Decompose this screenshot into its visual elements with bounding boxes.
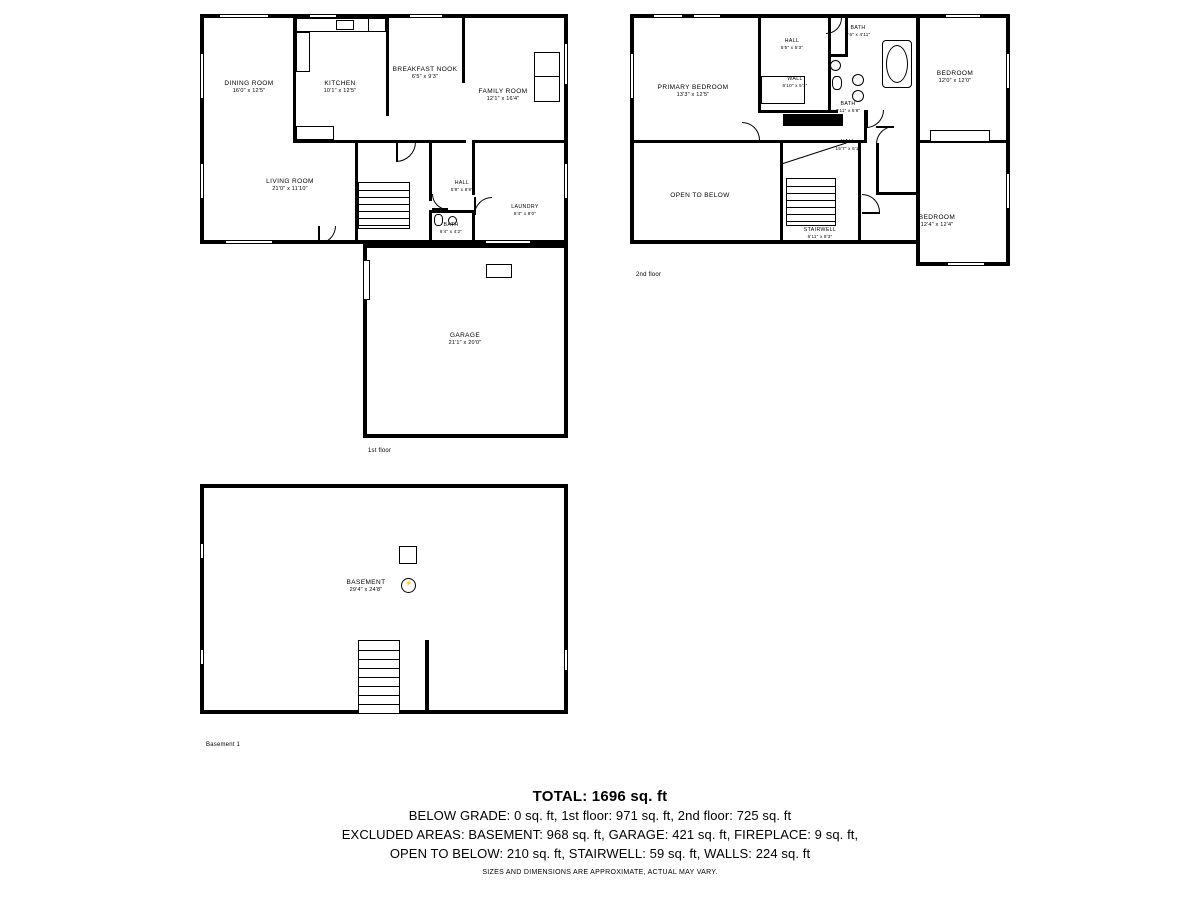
area-summary — [0, 788, 1200, 876]
wall-bath-east — [472, 210, 475, 244]
wall-primary-east — [758, 18, 761, 76]
room-label-laundry: LAUNDRY 8'4" x 8'0" — [511, 204, 539, 216]
window — [200, 164, 204, 198]
window — [1006, 54, 1010, 88]
window — [564, 650, 568, 670]
wall-stairwell-west — [780, 143, 783, 244]
window — [220, 14, 268, 18]
bathtub-inner — [886, 45, 908, 83]
electrical-symbol: ⚡ — [405, 581, 413, 587]
door-leaf — [396, 142, 398, 162]
garage-entry-door — [486, 240, 514, 244]
wall-bath-north — [429, 210, 474, 213]
stairs-basement — [358, 640, 400, 714]
toilet-fixture — [832, 76, 842, 90]
room-label-bath-upper: BATH 9'6" x 4'11" — [845, 25, 871, 37]
window — [630, 54, 634, 98]
door-leaf — [862, 212, 880, 214]
window — [654, 14, 682, 18]
room-label-primary-bedroom: PRIMARY BEDROOM 13'3" x 12'5" — [657, 84, 729, 99]
kitchen-sink — [336, 20, 354, 30]
sink-fixture — [852, 74, 864, 86]
kitchen-island — [296, 126, 334, 140]
first-floor-plan — [200, 14, 580, 454]
room-label-open-to-below: OPEN TO BELOW — [670, 192, 730, 199]
room-label-wall-closet: WALL 6'10" x 5'1" — [782, 76, 808, 88]
room-label-breakfast-nook: BREAKFAST NOOK 6'5" x 9'3" — [392, 66, 458, 81]
stairs-second-floor — [786, 178, 836, 226]
kitchen-range — [368, 18, 386, 32]
below-grade-areas: BELOW GRADE: 0 sq. ft, 1st floor: 971 sq. ft, 2nd floor: 725 sq. ft — [408, 808, 792, 823]
basement-caption: Basement 1 — [206, 742, 241, 748]
utility-box — [399, 546, 417, 564]
room-label-family-room: FAMILY ROOM 12'1" x 16'4" — [478, 88, 528, 103]
first-floor-caption: 1st floor — [368, 448, 392, 454]
door-leaf — [866, 110, 868, 128]
room-label-garage: GARAGE 21'1" x 20'0" — [448, 332, 482, 347]
room-label-stairwell: STAIRWELL 6'11" x 8'3" — [803, 227, 837, 239]
room-label-bedroom-se: BEDROOM 12'4" x 12'4" — [918, 214, 956, 229]
window — [226, 240, 272, 244]
wall-laundry-north — [472, 140, 568, 143]
window — [200, 54, 204, 98]
bay-window — [534, 52, 560, 102]
room-label-hall-lower: HALL 15'7" x 6'1" — [835, 139, 861, 151]
bedroom-closet — [930, 130, 990, 142]
basement-plan — [200, 484, 580, 754]
excluded-areas-2: OPEN TO BELOW: 210 sq. ft, STAIRWELL: 59 sq. ft, WALLS: 224 sq. ft — [389, 845, 811, 861]
room-label-hall-upper: HALL 5'5" x 5'3" — [780, 38, 804, 50]
room-label-bath: BATH 6'4" x 4'2" — [439, 222, 463, 234]
window — [200, 544, 204, 558]
wall-kitchen-nook — [386, 18, 389, 116]
room-label-dining-room: DINING ROOM 16'0" x 12'5" — [224, 80, 274, 95]
room-label-kitchen: KITCHEN 10'1" x 12'5" — [323, 80, 357, 95]
wall-hall-east — [429, 143, 432, 201]
room-label-basement: BASEMENT 29'4" x 24'8" — [346, 579, 386, 594]
bay-window-mullion — [534, 76, 560, 77]
wall-closet-2 — [876, 192, 918, 195]
wall-closet — [876, 143, 879, 195]
sink-fixture — [830, 60, 841, 71]
garage-service-door — [486, 264, 512, 278]
window — [200, 650, 204, 664]
window — [1006, 174, 1010, 208]
wall-stairwell-east — [858, 143, 861, 244]
room-label-living-room: LIVING ROOM 21'0" x 11'10" — [266, 178, 314, 193]
wall-nook-family — [462, 18, 465, 83]
door-leaf — [876, 126, 894, 128]
second-floor-plan — [630, 14, 1010, 284]
total-area: TOTAL: 1696 sq. ft — [532, 788, 668, 805]
second-floor-caption: 2nd floor — [636, 272, 662, 278]
kitchen-counter-west — [296, 32, 310, 72]
door-leaf — [742, 140, 760, 142]
room-label-bedroom-ne: BEDROOM 12'0" x 12'0" — [936, 70, 974, 85]
wall-bath-south — [828, 54, 848, 57]
door-leaf — [318, 226, 320, 244]
wall-kitchen-south — [293, 140, 392, 143]
wall-hall-upper — [758, 110, 838, 113]
window — [564, 164, 568, 198]
room-label-bath-primary: BATH 7'11" x 5'6" — [835, 101, 861, 113]
stairs-first-floor — [358, 182, 410, 229]
excluded-areas-1: EXCLUDED AREAS: BASEMENT: 968 sq. ft, GARAGE: 421 sq. ft, FIREPLACE: 9 sq. ft, — [341, 826, 859, 842]
wall-hall-east-lower — [429, 210, 432, 244]
wall-stair-basement — [425, 640, 429, 714]
window — [694, 14, 720, 18]
door-leaf — [474, 197, 476, 215]
room-label-hall: HALL 5'8" x 8'8" — [450, 180, 474, 192]
window — [410, 14, 442, 18]
disclaimer: SIZES AND DIMENSIONS ARE APPROXIMATE, ACTUAL MAY VARY. — [482, 868, 718, 876]
door-leaf — [432, 208, 448, 210]
garage-door — [363, 260, 370, 300]
window — [948, 262, 984, 266]
window — [946, 14, 980, 18]
closet-block — [783, 114, 843, 126]
window — [564, 44, 568, 84]
